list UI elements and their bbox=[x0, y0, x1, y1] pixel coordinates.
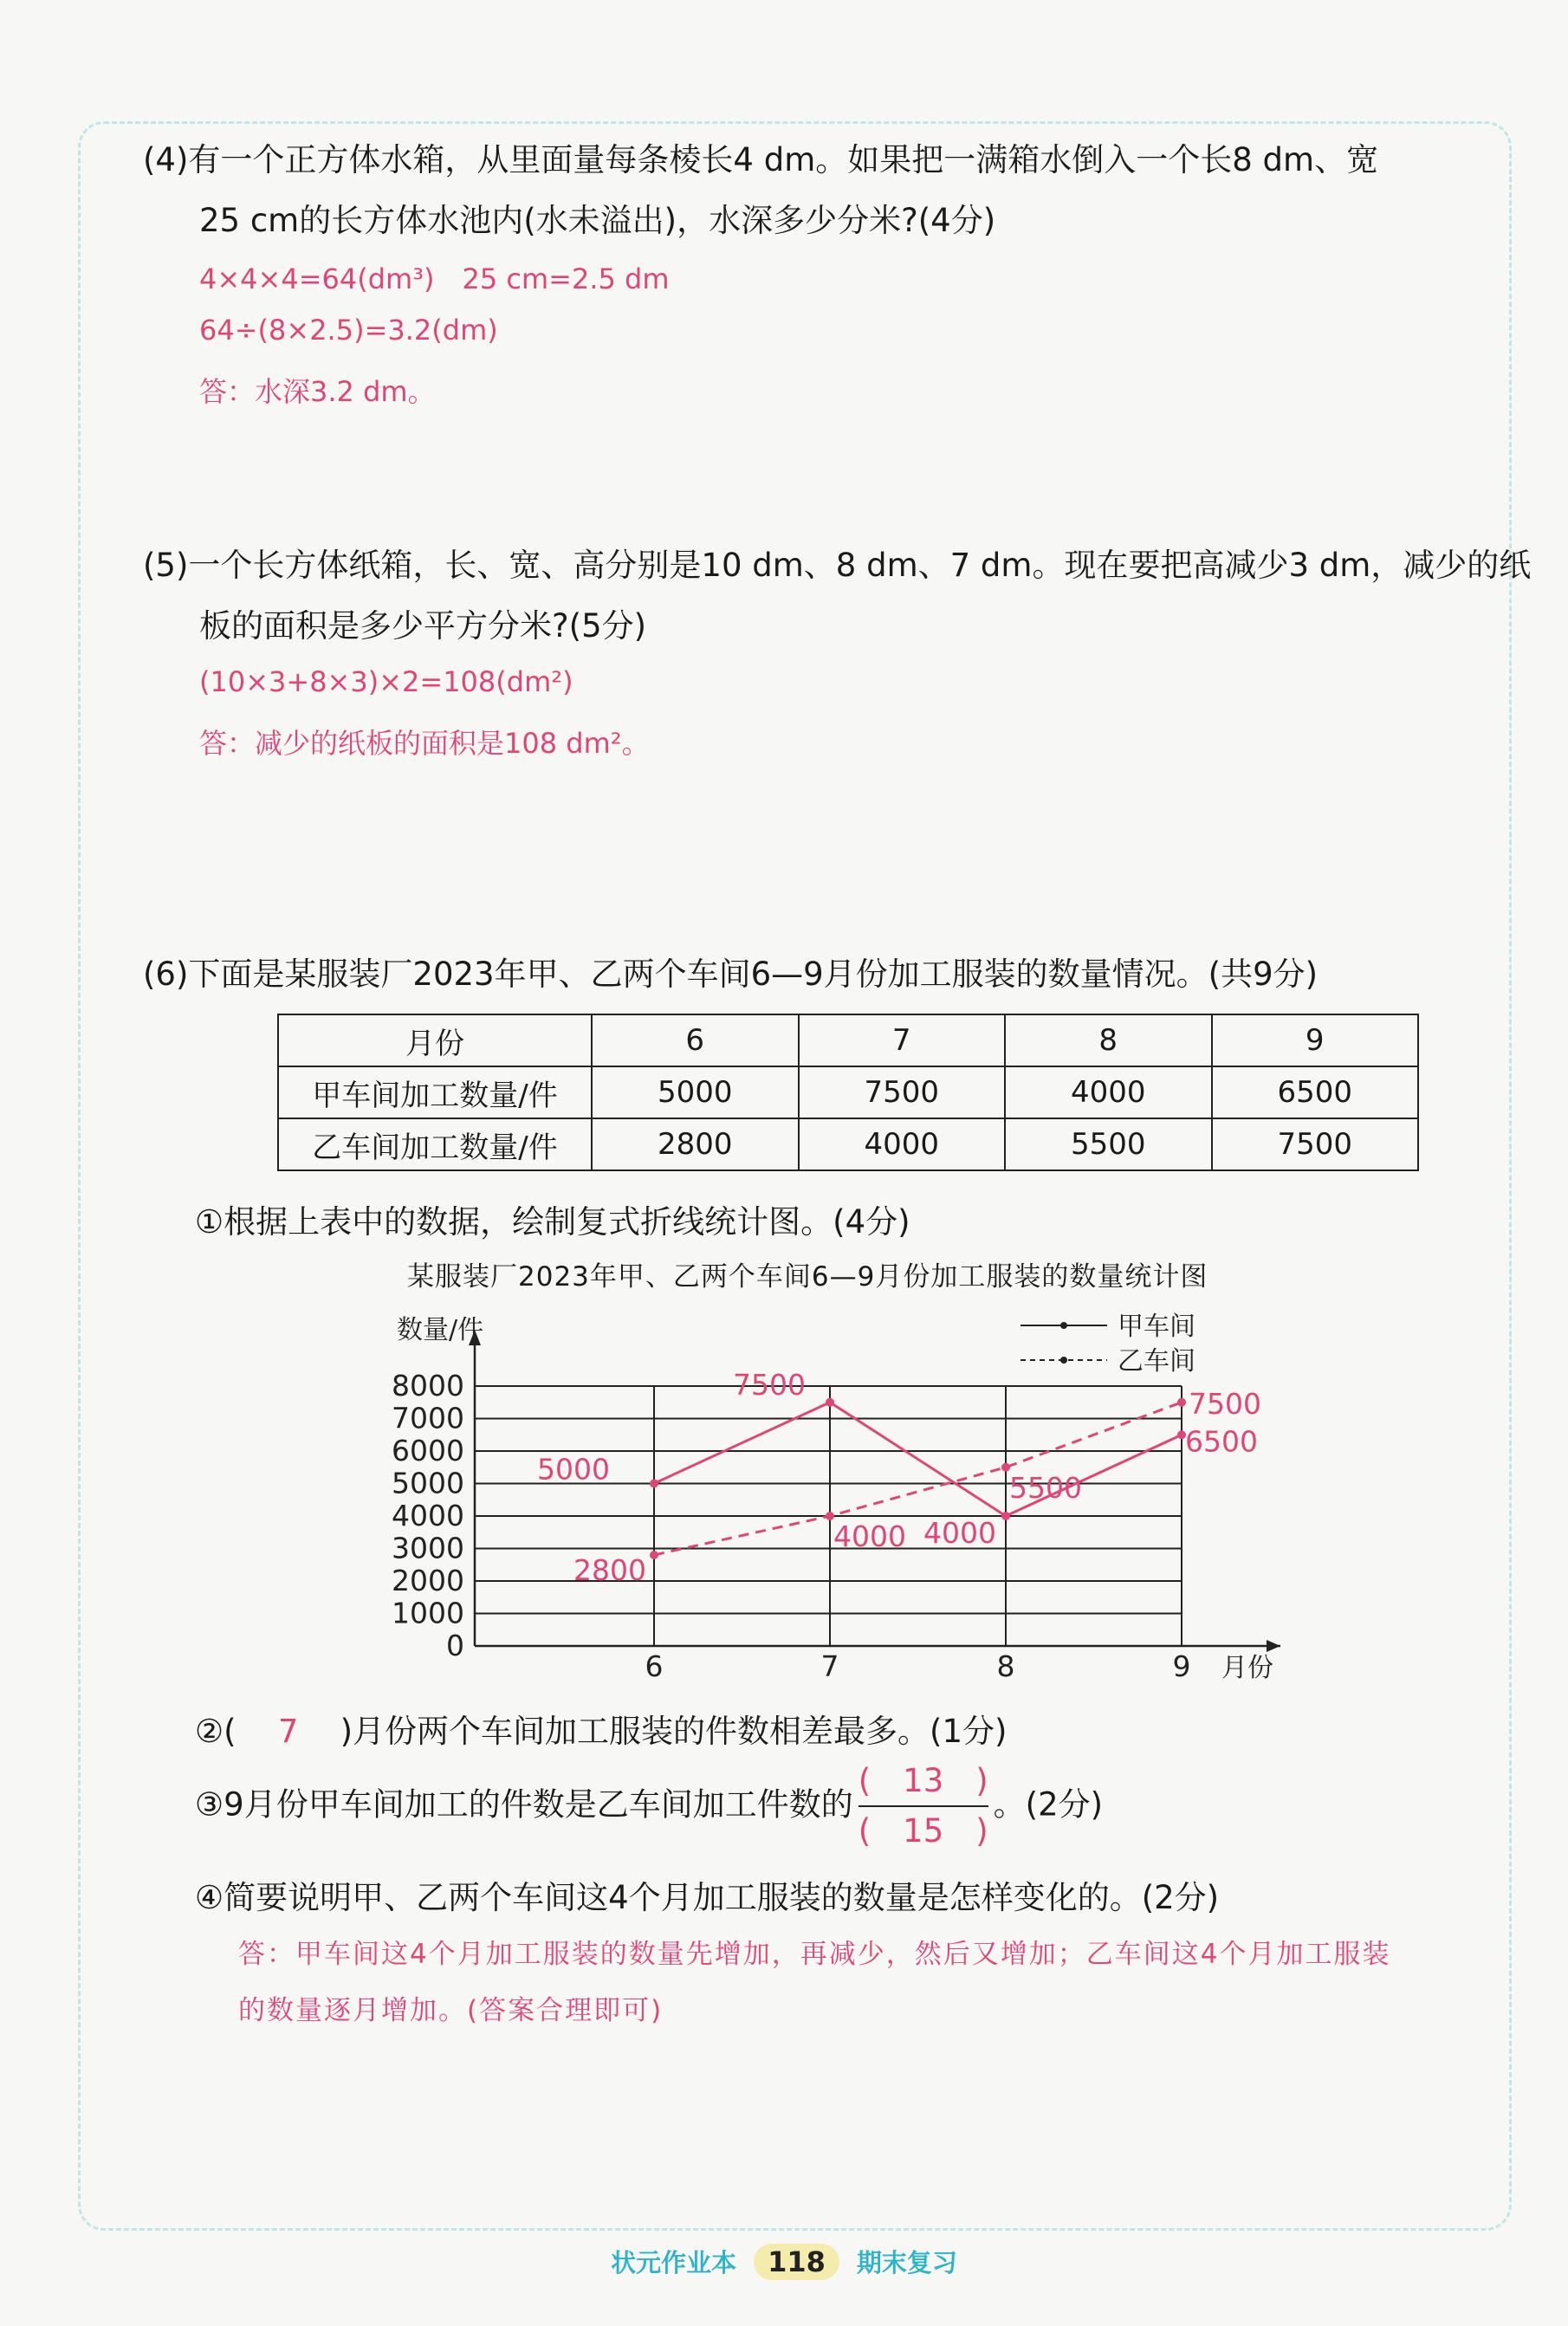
q4-line1: (4)有一个正方体水箱，从里面量每条棱长4 dm。如果把一满箱水倒入一个长8 dm、宽 bbox=[143, 141, 1379, 178]
y-tick-label: 8000 bbox=[392, 1369, 464, 1403]
q5-answer-1: (10×3+8×3)×2=108(dm²) bbox=[199, 665, 573, 698]
x-axis-arrow bbox=[1267, 1640, 1280, 1652]
sub2-prefix: ②( bbox=[195, 1713, 236, 1750]
data-point bbox=[1001, 1512, 1010, 1520]
fraction-denominator: ( 15 ) bbox=[858, 1812, 988, 1850]
data-point bbox=[650, 1480, 658, 1488]
x-tick-label: 7 bbox=[820, 1649, 839, 1683]
q4-answer-1: 4×4×4=64(dm³) 25 cm=2.5 dm bbox=[199, 262, 670, 295]
fraction-numerator: ( 13 ) bbox=[859, 1757, 988, 1807]
table-cell: 6 bbox=[592, 1014, 799, 1066]
q6-sub3 bbox=[195, 1757, 1103, 1856]
y-tick-label: 1000 bbox=[392, 1596, 464, 1630]
series-line bbox=[654, 1403, 1182, 1555]
table-cell: 7 bbox=[799, 1014, 1006, 1066]
x-tick-label: 8 bbox=[996, 1649, 1015, 1683]
q5-line2: 板的面积是多少平方分米?(5分) bbox=[199, 607, 647, 645]
legend-marker bbox=[1060, 1357, 1067, 1364]
q6-sub1: ①根据上表中的数据，绘制复式折线统计图。(4分) bbox=[195, 1203, 910, 1241]
table-cell: 6500 bbox=[1212, 1066, 1419, 1118]
table-cell: 5000 bbox=[592, 1066, 799, 1118]
q6-answer-4-line2: 的数量逐月增加。(答案合理即可) bbox=[238, 1995, 664, 2026]
sub3-prefix: ③9月份甲车间加工的件数是乙车间加工件数的 bbox=[195, 1785, 853, 1824]
q4-answer-3: 答：水深3.2 dm。 bbox=[199, 375, 436, 408]
data-label: 5000 bbox=[537, 1452, 610, 1487]
x-axis-label: 月份 bbox=[1221, 1653, 1273, 1683]
page-number: 118 bbox=[754, 2244, 839, 2280]
q6-sub4: ④简要说明甲、乙两个车间这4个月加工服装的数量是怎样变化的。(2分) bbox=[195, 1879, 1220, 1916]
footer-book-name: 状元作业本 bbox=[611, 2248, 737, 2277]
fraction bbox=[859, 1757, 988, 1856]
table-cell: 7500 bbox=[1212, 1118, 1419, 1170]
data-point bbox=[650, 1551, 658, 1559]
q6-sub2 bbox=[195, 1705, 1007, 1752]
y-tick-label: 2000 bbox=[392, 1564, 464, 1597]
data-label: 6500 bbox=[1185, 1424, 1258, 1459]
x-tick-label: 9 bbox=[1172, 1649, 1191, 1683]
data-label: 5500 bbox=[1009, 1470, 1082, 1505]
y-tick-label: 7000 bbox=[392, 1401, 464, 1435]
y-tick-label: 5000 bbox=[392, 1466, 464, 1500]
footer-section: 期末复习 bbox=[856, 2248, 957, 2277]
y-tick-label: 4000 bbox=[392, 1499, 464, 1532]
q6-answer-4-line1: 答：甲车间这4个月加工服装的数量先增加，再减少，然后又增加；乙车间这4个月加工服装 bbox=[238, 1939, 1391, 1970]
q4-answer-2: 64÷(8×2.5)=3.2(dm) bbox=[199, 314, 498, 347]
sub3-suffix: 。(2分) bbox=[993, 1785, 1104, 1824]
data-label: 7500 bbox=[1189, 1386, 1261, 1421]
table-cell: 甲车间加工数量/件 bbox=[278, 1066, 592, 1118]
chart-title: 某服装厂2023年甲、乙两个车间6—9月份加工服装的数量统计图 bbox=[407, 1261, 1208, 1293]
y-tick-label: 6000 bbox=[392, 1434, 464, 1468]
table-cell: 4000 bbox=[799, 1118, 1006, 1170]
table-cell: 5500 bbox=[1005, 1118, 1212, 1170]
legend-marker bbox=[1060, 1322, 1067, 1329]
y-tick-label: 0 bbox=[446, 1629, 464, 1662]
data-label: 7500 bbox=[733, 1367, 806, 1402]
table-cell: 月份 bbox=[278, 1014, 592, 1066]
legend-label: 乙车间 bbox=[1118, 1346, 1195, 1377]
table-cell: 4000 bbox=[1005, 1066, 1212, 1118]
table-cell: 8 bbox=[1005, 1014, 1212, 1066]
data-label: 4000 bbox=[833, 1519, 906, 1553]
q6-text: (6)下面是某服装厂2023年甲、乙两个车间6—9月份加工服装的数量情况。(共9分) bbox=[143, 956, 1319, 993]
y-tick-label: 3000 bbox=[392, 1531, 464, 1565]
table-cell: 9 bbox=[1212, 1014, 1419, 1066]
legend-label: 甲车间 bbox=[1118, 1312, 1195, 1342]
x-tick-label: 6 bbox=[645, 1649, 664, 1683]
y-axis-label: 数量/件 bbox=[397, 1315, 484, 1345]
sub2-suffix: )月份两个车间加工服装的件数相差最多。(1分) bbox=[340, 1713, 1008, 1750]
data-point bbox=[826, 1398, 834, 1407]
footer bbox=[0, 2244, 1568, 2280]
data-label: 4000 bbox=[923, 1516, 996, 1550]
table-cell: 乙车间加工数量/件 bbox=[278, 1118, 592, 1170]
sub2-answer: 7 bbox=[277, 1713, 299, 1750]
q4-line2: 25 cm的长方体水池内(水未溢出)，水深多少分米?(4分) bbox=[199, 202, 996, 239]
table-cell: 7500 bbox=[799, 1066, 1006, 1118]
data-label: 2800 bbox=[573, 1553, 646, 1587]
data-point bbox=[1177, 1398, 1186, 1407]
q5-answer-2: 答：减少的纸板的面积是108 dm²。 bbox=[199, 727, 650, 760]
table-cell: 2800 bbox=[592, 1118, 799, 1170]
q5-line1: (5)一个长方体纸箱，长、宽、高分别是10 dm、8 dm、7 dm。现在要把高减少3 dm，减少的纸 bbox=[143, 547, 1532, 584]
